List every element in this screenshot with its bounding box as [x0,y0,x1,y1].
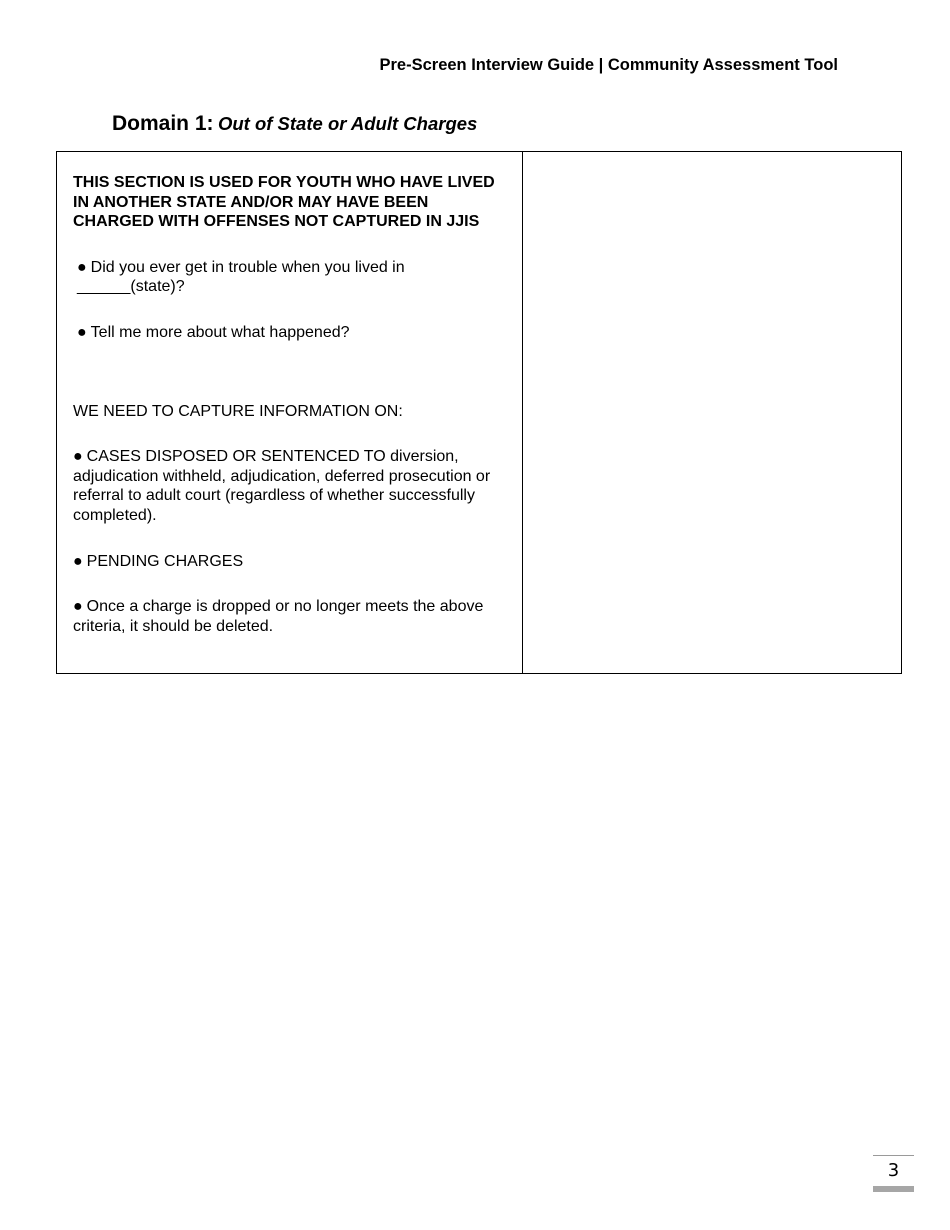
question-text: Did you ever get in trouble when you lived in ______(state)? [77,258,405,296]
criteria-text: CASES DISPOSED OR SENTENCED TO diversion, adjudication withheld, adjudication, deferred prosecution or referral to adult court (regardless of whether successfully completed). [73,448,491,524]
criteria-item [73,447,510,525]
domain-number: Domain 1: [112,112,214,135]
bullet-icon: ● [77,258,87,276]
page-number: 3 [873,1155,914,1192]
section-intro: THIS SECTION IS USED FOR YOUTH WHO HAVE LIVED IN ANOTHER STATE AND/OR MAY HAVE BEEN CHARGED WITH OFFENSES NOT CAPTURED IN JJIS [73,174,495,231]
criteria-item [73,597,510,636]
criteria-text: PENDING CHARGES [86,552,244,570]
domain-name: Out of State or Adult Charges [217,113,478,134]
guide-cell [57,152,523,673]
interview-table [56,151,902,674]
bullet-icon: ● [73,448,83,466]
question-text: Tell me more about what happened? [90,323,350,341]
question-item [77,323,510,343]
page-header: Pre-Screen Interview Guide | Community Assessment Tool [379,56,838,74]
capture-heading: WE NEED TO CAPTURE INFORMATION ON: [73,402,403,420]
bullet-icon: ● [77,323,87,341]
bullet-icon: ● [73,598,83,616]
bullet-icon: ● [73,552,83,570]
domain-title [112,112,477,136]
criteria-text: Once a charge is dropped or no longer meets the above criteria, it should be deleted. [73,598,484,635]
question-item [77,258,510,297]
criteria-item [73,552,510,572]
notes-cell [523,152,901,673]
